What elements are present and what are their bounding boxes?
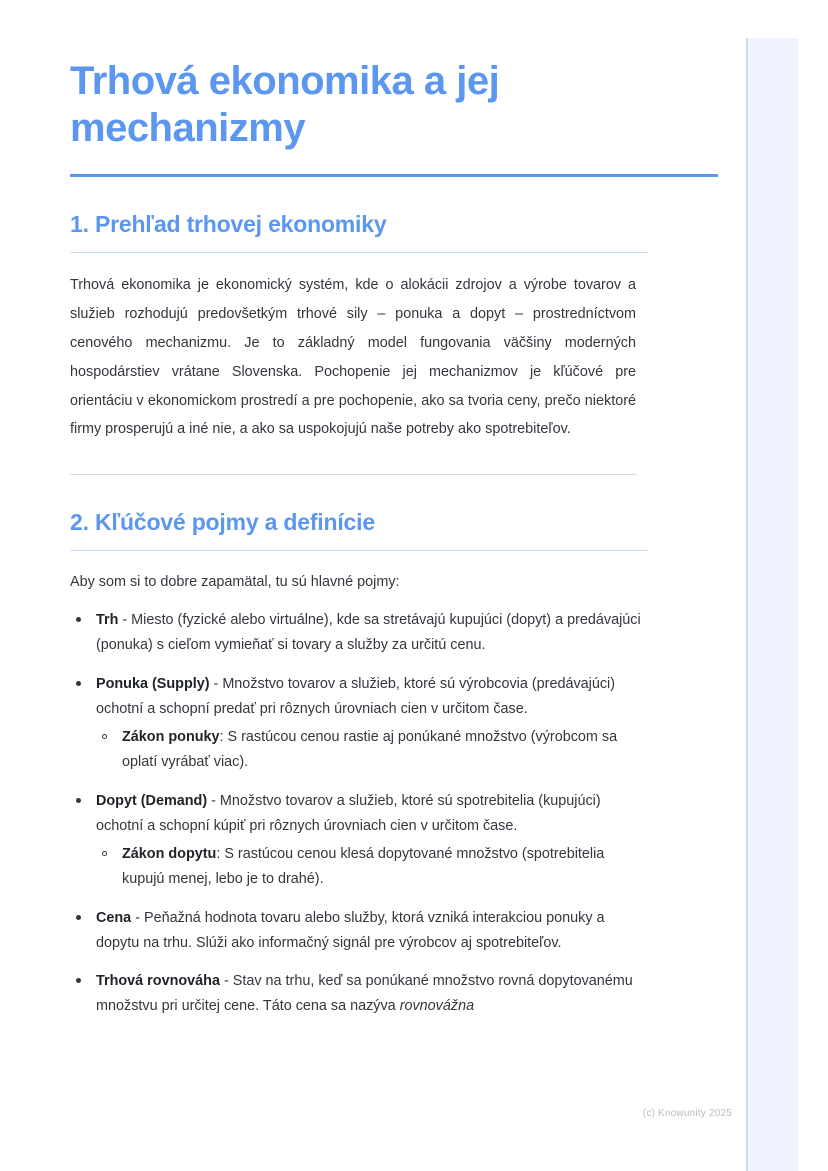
section-heading: 1. Prehľad trhovej ekonomiky [70, 211, 387, 238]
term-description: - Peňažná hodnota tovaru alebo služby, ktorá vzniká interakciou ponuky a dopytu na trhu. Slúži ako informačný signál pre výrobcov aj spotrebiteľov. [96, 909, 605, 951]
list-item [70, 608, 646, 658]
sub-term-description: : S rastúcou cenou rastie aj ponúkané množstvo (výrobcom sa oplatí vyrábať viac). [122, 729, 618, 771]
sub-list-item [96, 725, 646, 775]
list-item [70, 906, 646, 956]
list-item [70, 789, 646, 892]
list-item [70, 969, 646, 1019]
sub-list-item [96, 842, 646, 892]
copyright-watermark: (c) Knowunity 2025 [642, 1108, 732, 1119]
section-divider [70, 550, 648, 551]
term-label: Cena [96, 909, 132, 926]
term-label: Trhová rovnováha [96, 973, 220, 990]
section-divider [70, 252, 648, 253]
sub-term-label: Zákon dopytu [122, 846, 217, 863]
list-item [70, 672, 646, 775]
sub-term-label: Zákon ponuky [122, 729, 220, 746]
sub-list [96, 842, 646, 892]
sub-term-description: : S rastúcou cenou klesá dopytované množstvo (spotrebitelia kupujú menej, lebo je to drahé). [122, 846, 605, 888]
term-description: - Stav na trhu, keď sa ponúkané množstvo rovná dopytovanému množstvu pri určitej cene. Táto cena sa nazýva [96, 973, 633, 1015]
term-description: - Množstvo tovarov a služieb, ktoré sú výrobcovia (predávajúci) ochotní a schopní predať pri rôznych úrovniach cien v určitom čase. [96, 675, 616, 717]
title-divider [70, 174, 718, 177]
page-title: Trhová ekonomika a jej mechanizmy [70, 59, 500, 151]
term-label: Trh [96, 612, 119, 629]
section-lead-text: Aby som si to dobre zapamätal, tu sú hlavné pojmy: [70, 574, 400, 591]
section-paragraph: Trhová ekonomika je ekonomický systém, kde o alokácii zdrojov a výrobe tovarov a služieb rozhodujú predovšetkým trhové sily – ponuka a dopyt – prostredníctvom cenového mechanizmu. Je to základný model fungovania väčšiny moderných hospodárstiev vrátane Slovenska. Pochopenie jej mechanizmov je kľúčové pre orientáciu v ekonomickom prostredí a pre pochopenie, ako sa tvoria ceny, prečo niektoré firmy prosperujú a iné nie, a ako sa uspokojujú naše potreby ako spotrebiteľov. [70, 277, 636, 438]
section-key-terms [70, 509, 758, 1019]
term-description: - Miesto (fyzické alebo virtuálne), kde sa stretávajú kupujúci (dopyt) a predávajúci (ponuka) s cieľom vymieňať si tovary a služby za určitú cenu. [96, 612, 641, 654]
section-heading: 2. Kľúčové pojmy a definície [70, 509, 375, 536]
sub-list [96, 725, 646, 775]
key-terms-list [70, 608, 646, 1019]
section-overview [70, 211, 758, 444]
content-divider [70, 474, 636, 475]
term-description-italic: rovnovážna [399, 998, 475, 1015]
term-label: Dopyt (Demand) [96, 792, 208, 809]
term-description: - Množstvo tovarov a služieb, ktoré sú spotrebitelia (kupujúci) ochotní a schopní kúpiť pri rôznych úrovniach cien v určitom čase. [96, 792, 601, 834]
term-label: Ponuka (Supply) [96, 675, 210, 692]
